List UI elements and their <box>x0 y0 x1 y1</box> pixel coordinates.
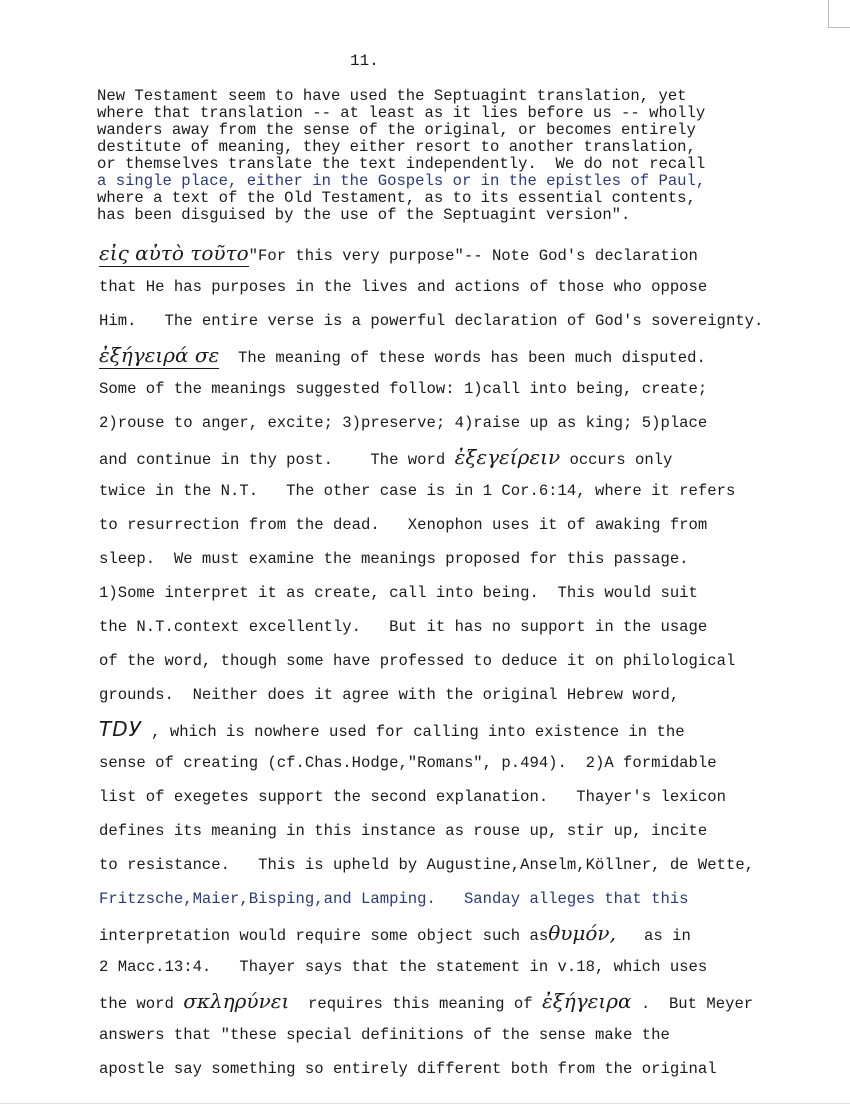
text-line: Fritzsche,Maier,Bisping,and Lamping. Sanday alleges that this <box>99 890 689 908</box>
quote-line: a single place, either in the Gospels or in the epistles of Paul, <box>97 172 706 190</box>
page-bottom-edge <box>0 1103 850 1104</box>
text-line: and continue in thy post. The word ἐξεγείρειν occurs only <box>99 445 673 469</box>
greek-sklerynei: σκληρύνει <box>183 989 290 1013</box>
greek-exegeira-se: ἐξήγειρά σε <box>99 343 220 367</box>
text-line: 2 Macc.13:4. Thayer says that the statement in v.18, which uses <box>99 958 708 976</box>
greek-exegeira: ἐξήγειρα <box>541 989 632 1013</box>
text-line: ΤDУ , which is nowhere used for calling into existence in the <box>99 717 685 741</box>
text-line: of the word, though some have professed to deduce it on philological <box>99 652 736 670</box>
text-line: Him. The entire verse is a powerful declaration of God's sovereignty. <box>99 312 764 330</box>
text-line: to resurrection from the dead. Xenophon uses it of awaking from <box>99 516 708 534</box>
hebrew-word: ΤDУ <box>99 717 142 741</box>
greek-eis-auto-touto: εἰς αὐτὸ τοῦτο <box>99 241 249 265</box>
text-line: Some of the meanings suggested follow: 1)call into being, create; <box>99 380 708 398</box>
greek-exegeirein: ἐξεγείρειν <box>454 445 561 469</box>
text-line: the word σκληρύνει requires this meaning of ἐξήγειρα . But Meyer <box>99 989 754 1013</box>
quote-line: wanders away from the sense of the original, or becomes entirely <box>97 121 696 139</box>
block-quote <box>97 88 817 224</box>
page-number: 11. <box>350 52 379 70</box>
text-line: defines its meaning in this instance as rouse up, stir up, incite <box>99 822 708 840</box>
quote-line: has been disguised by the use of the Septuagint version". <box>97 206 631 224</box>
text-line: twice in the N.T. The other case is in 1 Cor.6:14, where it refers <box>99 482 736 500</box>
quote-line: destitute of meaning, they either resort to another translation, <box>97 138 696 156</box>
text-line: grounds. Neither does it agree with the original Hebrew word, <box>99 686 680 704</box>
text-line: the N.T.context excellently. But it has no support in the usage <box>99 618 708 636</box>
text-line: to resistance. This is upheld by Augustine,Anselm,Köllner, de Wette, <box>99 856 755 874</box>
text-line: list of exegetes support the second explanation. Thayer's lexicon <box>99 788 726 806</box>
text-line: ἐξήγειρά σε The meaning of these words has been much disputed. <box>99 343 706 367</box>
page-corner-mark <box>828 0 850 28</box>
greek-thymon: θυμόν, <box>548 921 616 945</box>
text-line: interpretation would require some object such asθυμόν, as in <box>99 921 691 945</box>
text-line: 1)Some interpret it as create, call into being. This would suit <box>99 584 698 602</box>
text-line: that He has purposes in the lives and actions of those who oppose <box>99 278 708 296</box>
text-line: answers that "these special definitions of the sense make the <box>99 1026 670 1044</box>
quote-line: where that translation -- at least as it lies before us -- wholly <box>97 104 706 122</box>
text-line: sleep. We must examine the meanings proposed for this passage. <box>99 550 689 568</box>
quote-line: New Testament seem to have used the Septuagint translation, yet <box>97 87 687 105</box>
quote-line: where a text of the Old Testament, as to its essential contents, <box>97 189 696 207</box>
text-line: sense of creating (cf.Chas.Hodge,"Romans", p.494). 2)A formidable <box>99 754 717 772</box>
text-line: apostle say something so entirely different both from the original <box>99 1060 717 1078</box>
body-text <box>99 236 829 1086</box>
text-line: 2)rouse to anger, excite; 3)preserve; 4)raise up as king; 5)place <box>99 414 708 432</box>
quote-line: or themselves translate the text independently. We do not recall <box>97 155 706 173</box>
text-line: εἰς αὐτὸ τοῦτο"For this very purpose"-- Note God's declaration <box>99 241 698 265</box>
